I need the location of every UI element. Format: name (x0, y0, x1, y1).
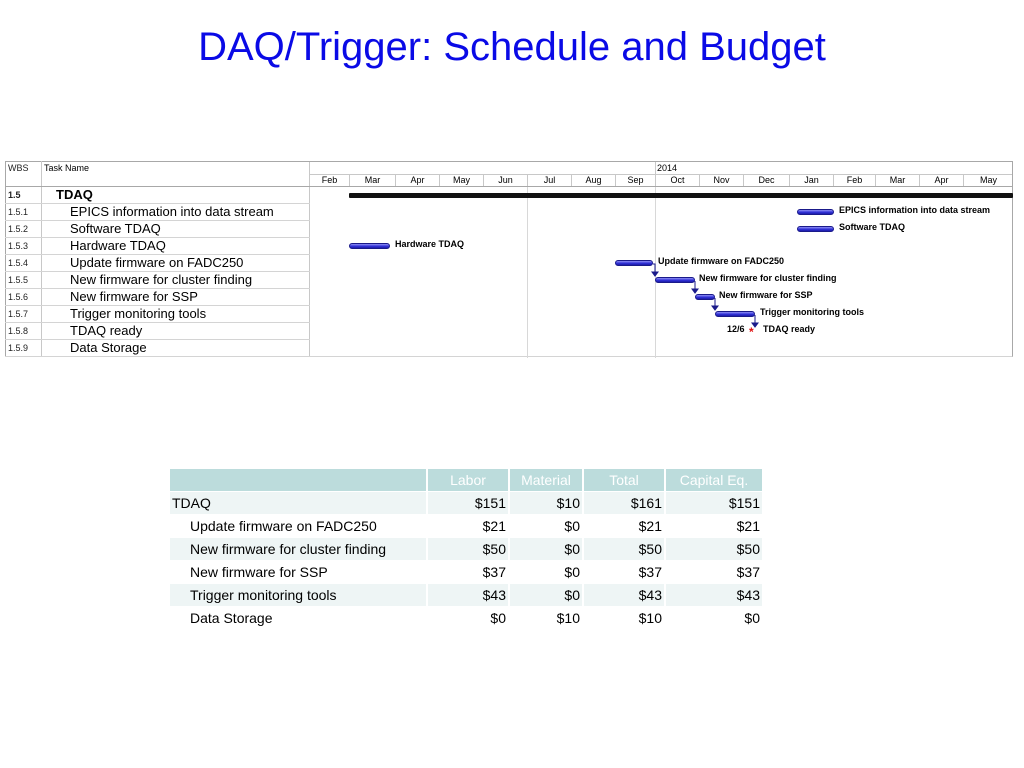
month-label: Jun (483, 175, 527, 186)
budget-item-name: TDAQ (170, 492, 427, 515)
wbs-cell: 1.5.7 (6, 306, 42, 323)
task-bar-cluster-finding[interactable] (655, 277, 695, 283)
task-name-cell: TDAQ (42, 187, 310, 204)
month-label: Feb (833, 175, 875, 186)
task-bar-ssp[interactable] (695, 294, 715, 300)
task-row[interactable] (6, 272, 310, 289)
task-name-cell: Hardware TDAQ (42, 238, 310, 255)
task-name-cell: Update firmware on FADC250 (42, 255, 310, 272)
task-name-cell: Software TDAQ (42, 221, 310, 238)
task-name-cell: New firmware for SSP (42, 289, 310, 306)
budget-row (170, 561, 763, 584)
month-label: May (439, 175, 483, 186)
budget-header-capital: Capital Eq. (665, 469, 763, 492)
budget-item-name: New firmware for cluster finding (170, 538, 427, 561)
month-label: Nov (699, 175, 743, 186)
budget-header-total: Total (583, 469, 665, 492)
month-label: Mar (349, 175, 395, 186)
bar-label-monitoring: Trigger monitoring tools (760, 307, 864, 317)
month-label: Mar (875, 175, 919, 186)
wbs-cell: 1.5.8 (6, 323, 42, 340)
budget-capital: $0 (665, 607, 763, 630)
budget-labor: $151 (427, 492, 509, 515)
budget-row (170, 607, 763, 630)
wbs-cell: 1.5.4 (6, 255, 42, 272)
budget-capital: $21 (665, 515, 763, 538)
month-label: Apr (919, 175, 963, 186)
year-label: 2014 (657, 163, 678, 173)
gantt-timeline (309, 161, 1013, 357)
task-row[interactable] (6, 238, 310, 255)
month-label: Apr (395, 175, 439, 186)
budget-labor: $0 (427, 607, 509, 630)
task-row[interactable] (6, 221, 310, 238)
bar-label-cluster-finding: New firmware for cluster finding (699, 273, 837, 283)
budget-material: $0 (509, 584, 583, 607)
budget-labor: $37 (427, 561, 509, 584)
budget-header-row (170, 469, 763, 492)
budget-total: $10 (583, 607, 665, 630)
bar-label-fadc250: Update firmware on FADC250 (658, 256, 785, 266)
budget-header-item (170, 469, 427, 492)
budget-labor: $21 (427, 515, 509, 538)
milestone-star-icon[interactable]: * (749, 325, 754, 339)
dependency-arrows (309, 162, 1013, 358)
gantt-header-row (6, 162, 310, 187)
budget-total: $43 (583, 584, 665, 607)
month-label: Jan (789, 175, 833, 186)
budget-total: $21 (583, 515, 665, 538)
budget-capital: $37 (665, 561, 763, 584)
task-name-cell: Trigger monitoring tools (42, 306, 310, 323)
wbs-cell: 1.5.6 (6, 289, 42, 306)
budget-row (170, 538, 763, 561)
budget-header-material: Material (509, 469, 583, 492)
task-name-cell: EPICS information into data stream (42, 204, 310, 221)
bar-label-epics: EPICS information into data stream (839, 205, 991, 215)
month-label: Aug (571, 175, 615, 186)
gantt-chart (5, 161, 1013, 358)
task-row[interactable] (6, 306, 310, 323)
month-label: May (963, 175, 1013, 186)
task-row[interactable] (6, 255, 310, 272)
wbs-cell: 1.5.1 (6, 204, 42, 221)
task-row[interactable] (6, 340, 310, 357)
wbs-cell: 1.5.2 (6, 221, 42, 238)
task-name-cell: New firmware for cluster finding (42, 272, 310, 289)
budget-item-name: Trigger monitoring tools (170, 584, 427, 607)
budget-row (170, 584, 763, 607)
month-label: Feb (309, 175, 349, 186)
task-row[interactable] (6, 289, 310, 306)
budget-item-name: Data Storage (170, 607, 427, 630)
budget-labor: $50 (427, 538, 509, 561)
task-row[interactable] (6, 323, 310, 340)
budget-total: $50 (583, 538, 665, 561)
budget-material: $0 (509, 538, 583, 561)
budget-header-labor: Labor (427, 469, 509, 492)
budget-capital: $151 (665, 492, 763, 515)
budget-row (170, 515, 763, 538)
gantt-task-table (5, 161, 310, 357)
slide-title: DAQ/Trigger: Schedule and Budget (198, 25, 826, 69)
budget-table (170, 469, 764, 629)
wbs-header: WBS (6, 162, 42, 187)
task-bar-monitoring[interactable] (715, 311, 755, 317)
milestone-label: TDAQ ready (763, 324, 816, 334)
bar-label-hardware: Hardware TDAQ (395, 239, 465, 249)
budget-material: $10 (509, 607, 583, 630)
wbs-cell: 1.5.9 (6, 340, 42, 357)
wbs-cell: 1.5.5 (6, 272, 42, 289)
budget-total: $161 (583, 492, 665, 515)
wbs-cell: 1.5 (6, 187, 42, 204)
milestone-date: 12/6 (727, 324, 745, 334)
budget-material: $10 (509, 492, 583, 515)
budget-material: $0 (509, 561, 583, 584)
task-row[interactable] (6, 204, 310, 221)
budget-capital: $50 (665, 538, 763, 561)
month-label: Sep (615, 175, 655, 186)
budget-capital: $43 (665, 584, 763, 607)
budget-labor: $43 (427, 584, 509, 607)
budget-item-name: Update firmware on FADC250 (170, 515, 427, 538)
task-name-cell: TDAQ ready (42, 323, 310, 340)
budget-item-name: New firmware for SSP (170, 561, 427, 584)
month-label: Dec (743, 175, 789, 186)
task-row[interactable] (6, 187, 310, 204)
budget-row (170, 492, 763, 515)
budget-total: $37 (583, 561, 665, 584)
month-label: Jul (527, 175, 571, 186)
bar-label-ssp: New firmware for SSP (719, 290, 813, 300)
wbs-cell: 1.5.3 (6, 238, 42, 255)
budget-material: $0 (509, 515, 583, 538)
task-name-header: Task Name (42, 162, 310, 187)
task-name-cell: Data Storage (42, 340, 310, 357)
bar-label-software: Software TDAQ (839, 222, 906, 232)
month-label: Oct (655, 175, 699, 186)
